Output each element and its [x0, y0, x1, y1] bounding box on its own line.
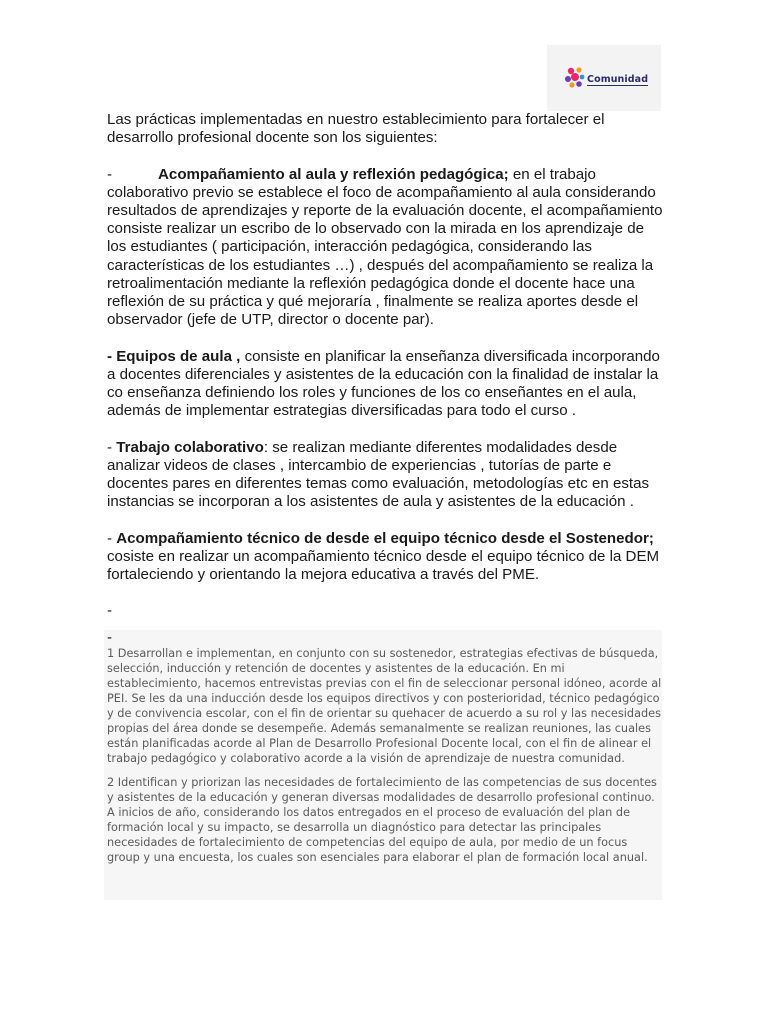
item-title: Trabajo colaborativo: [116, 438, 264, 456]
document-body: [107, 111, 667, 621]
item-dash: -: [107, 438, 117, 456]
item-equipos-de-aula: [107, 348, 667, 421]
item-title: Acompañamiento al aula y reflexión pedagógica;: [158, 165, 509, 183]
logo: [547, 45, 661, 111]
footnotes-section: [104, 630, 662, 900]
item-text: consiste en planificar la enseñanza diversificada incorporando a docentes diferenciales y asistentes de la educación con la finalidad de instalar la co enseñanza definiendo los roles y funciones de los co enseñantes en el aula, además de implementar estrategias diversificadas para todo el curso .: [107, 347, 660, 420]
footnotes-dash: -: [107, 629, 113, 646]
item-title: Acompañamiento técnico de desde el equipo técnico desde el Sostenedor;: [116, 529, 654, 547]
item-trabajo-colaborativo: [107, 439, 667, 512]
item-text: cosiste en realizar un acompañamiento técnico desde el equipo técnico de la DEM fortaleciendo y orientando la mejora educativa a través del PME.: [107, 547, 660, 584]
item-acompanamiento: [107, 166, 667, 330]
community-logo-icon: [563, 65, 589, 91]
item-text: : se realizan mediante diferentes modalidades desde analizar videos de clases , intercambio de experiencias , tutorías de parte e docentes pares en diferentes temas como evaluación, metodologías etc en estas instancias se incorporan a los asistentes de aula y asistentes de la educación .: [107, 438, 650, 511]
trailing-dash: -: [107, 602, 113, 620]
logo-text: Comunidad: [587, 74, 649, 85]
item-text: en el trabajo colaborativo previo se establece el foco de acompañamiento al aula considerando resultados de aprendizajes y reporte de la evaluación docente, el acompañamiento consiste realizar un escribo de lo observado con la mirada en los aprendizaje de los estudiantes ( participación, interacción pedagógica, considerando las características de los estudiantes …) , después del acompañamiento se realiza la retroalimentación mediante la reflexión pedagógica donde el docente hace una reflexión de su práctica y qué mejoraría , finalmente se realiza aportes desde el observador (jefe de UTP, director o docente par).: [107, 165, 663, 329]
item-acompanamiento-tecnico: [107, 530, 667, 585]
intro-paragraph: Las prácticas implementadas en nuestro establecimiento para fortalecer el desarrollo profesional docente son los siguientes:: [107, 111, 605, 147]
item-dash: -: [107, 529, 117, 547]
item-dash: -: [107, 347, 117, 365]
item-title: Equipos de aula ,: [116, 347, 241, 365]
item-dash: -: [107, 165, 113, 183]
footnote-2: 2 Identifican y priorizan las necesidades de fortalecimiento de las competencias de sus docentes y asistentes de la educación y generan diversas modalidades de desarrollo profesional continuo. A inicios de año, considerando los datos entregados en el proceso de evaluación del plan de formación local y su impacto, se desarrolla un diagnóstico para detectar las principales necesidades de fortalecimiento de competencias del equipo de aula, por medio de un focus group y una encuesta, los cuales son esenciales para elaborar el plan de formación local anual.: [107, 776, 657, 864]
footnote-1: 1 Desarrollan e implementan, en conjunto con su sostenedor, estrategias efectivas de búsqueda, selección, inducción y retención de docentes y asistentes de la educación. En mi establecimiento, hacemos entrevistas previas con el fin de seleccionar personal idóneo, acorde al PEI. Se les da una inducción desde los equipos directivos y con posterioridad, técnico pedagógico y de convivencia escolar, con el fin de orientar su quehacer de acuerdo a su rol y las necesidades propias del área donde se desempeñe. Además semanalmente se realizan reuniones, las cuales están planificadas acorde al Plan de Desarrollo Profesional Docente local, con el fin de alinear el trabajo pedagógico y colaborativo acorde a la visión de aprendizaje de nuestra comunidad.: [107, 647, 662, 765]
